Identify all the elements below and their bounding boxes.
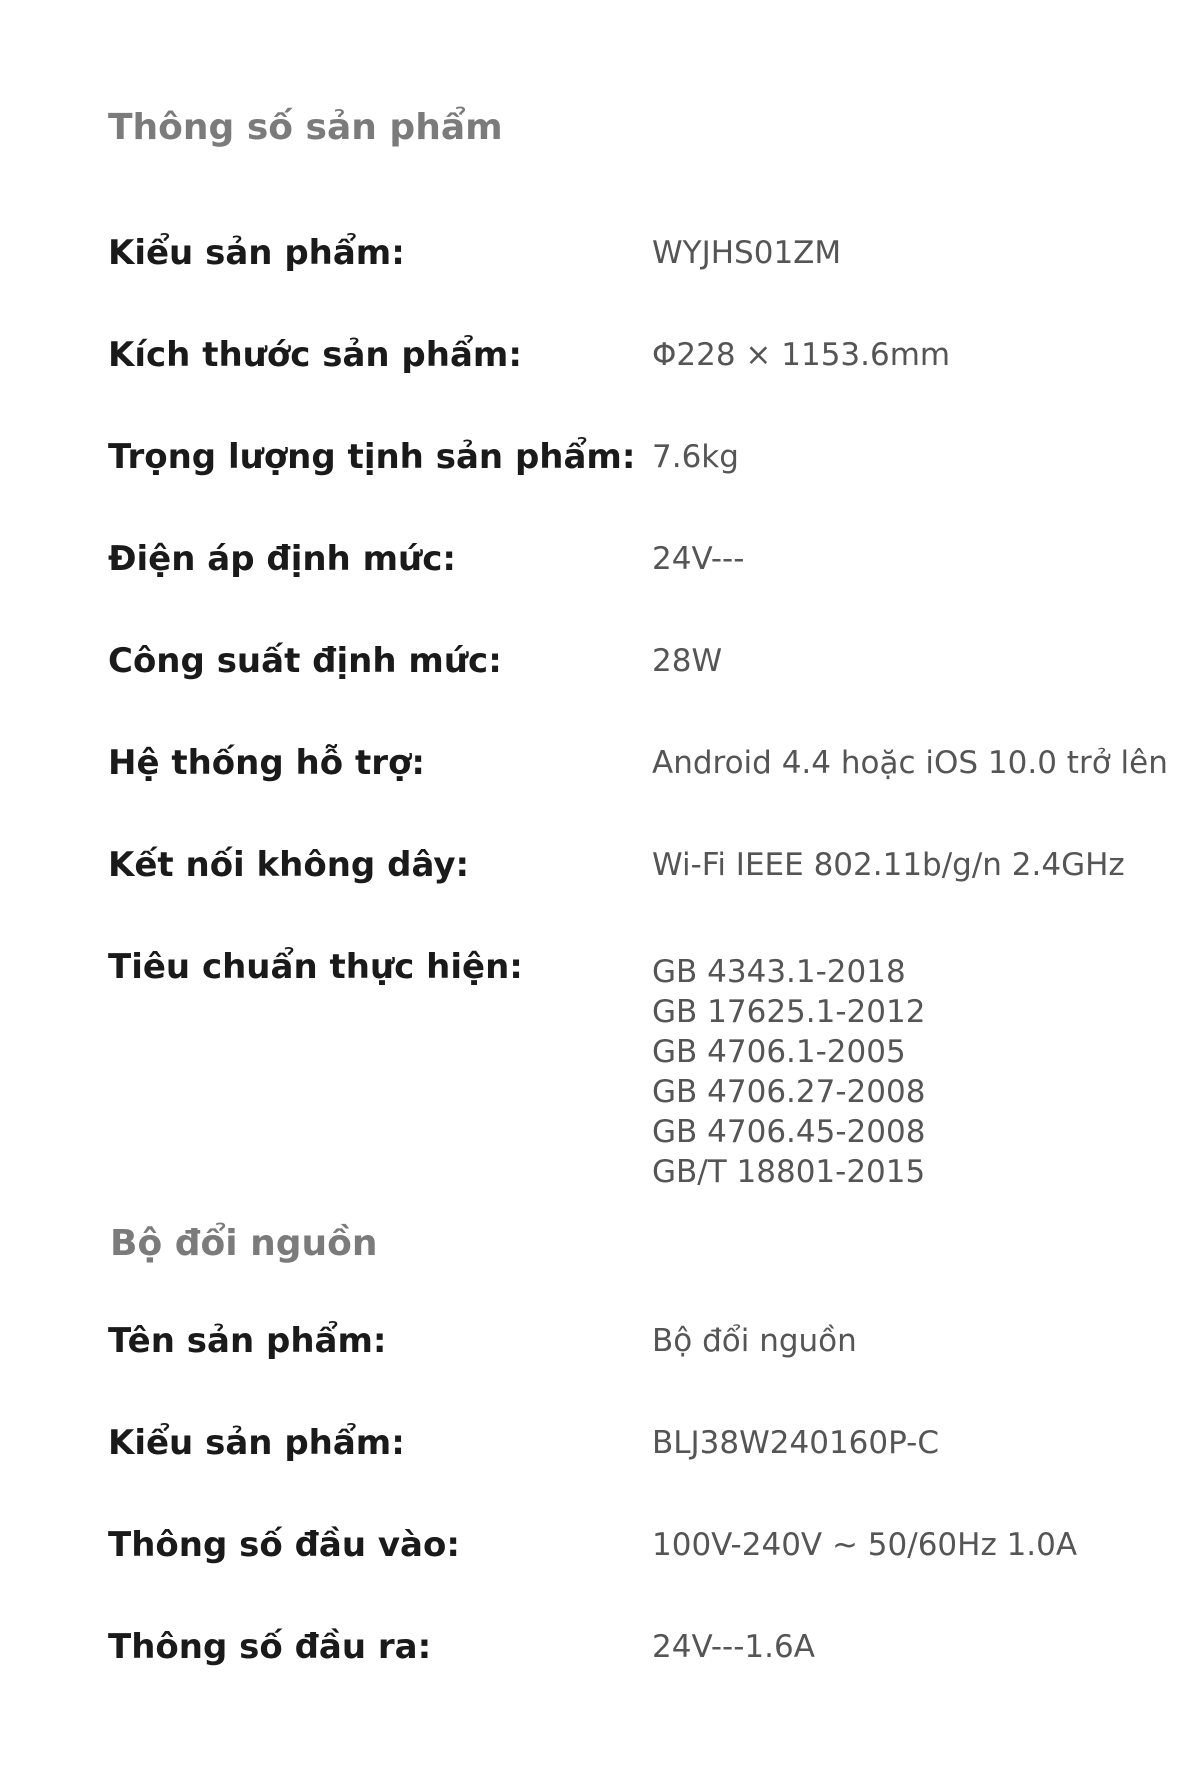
- spec-value: 24V---1.6A: [652, 1629, 815, 1665]
- spec-value: BLJ38W240160P-C: [652, 1425, 939, 1461]
- spec-value: Android 4.4 hoặc iOS 10.0 trở lên: [652, 745, 1168, 781]
- standard-item: GB 4706.45-2008: [652, 1114, 926, 1150]
- spec-value: Wi-Fi IEEE 802.11b/g/n 2.4GHz: [652, 847, 1125, 883]
- standards-list: [652, 952, 925, 1192]
- spec-value: 24V---: [652, 541, 745, 577]
- spec-label: Trọng lượng tịnh sản phẩm:: [108, 437, 636, 477]
- spec-value: WYJHS01ZM: [652, 235, 842, 271]
- spec-label: Thông số đầu vào:: [108, 1525, 460, 1565]
- spec-label: Công suất định mức:: [108, 641, 502, 681]
- standard-item: GB 4706.27-2008: [652, 1074, 926, 1110]
- standard-item: GB 4706.1-2005: [652, 1034, 906, 1070]
- spec-label: Hệ thống hỗ trợ:: [108, 743, 425, 783]
- spec-label: Kết nối không dây:: [108, 845, 470, 885]
- spec-value: 7.6kg: [652, 439, 739, 475]
- spec-label: Tiêu chuẩn thực hiện:: [108, 947, 523, 987]
- standard-item: GB 4343.1-2018: [652, 954, 906, 990]
- power-adapter-title: Bộ đổi nguồn: [110, 1223, 378, 1264]
- spec-label: Điện áp định mức:: [108, 539, 456, 579]
- spec-label: Kiểu sản phẩm:: [108, 233, 405, 273]
- spec-value: 28W: [652, 643, 723, 679]
- spec-value: Φ228 × 1153.6mm: [652, 337, 951, 373]
- standard-item: GB/T 18801-2015: [652, 1154, 926, 1190]
- product-specs-title: Thông số sản phẩm: [108, 107, 503, 148]
- spec-label: Kích thước sản phẩm:: [108, 335, 522, 375]
- standard-item: GB 17625.1-2012: [652, 994, 926, 1030]
- spec-label: Kiểu sản phẩm:: [108, 1423, 405, 1463]
- spec-value: Bộ đổi nguồn: [652, 1323, 857, 1359]
- spec-label: Tên sản phẩm:: [108, 1321, 387, 1361]
- spec-value: 100V-240V ~ 50/60Hz 1.0A: [652, 1527, 1078, 1563]
- spec-label: Thông số đầu ra:: [108, 1627, 432, 1667]
